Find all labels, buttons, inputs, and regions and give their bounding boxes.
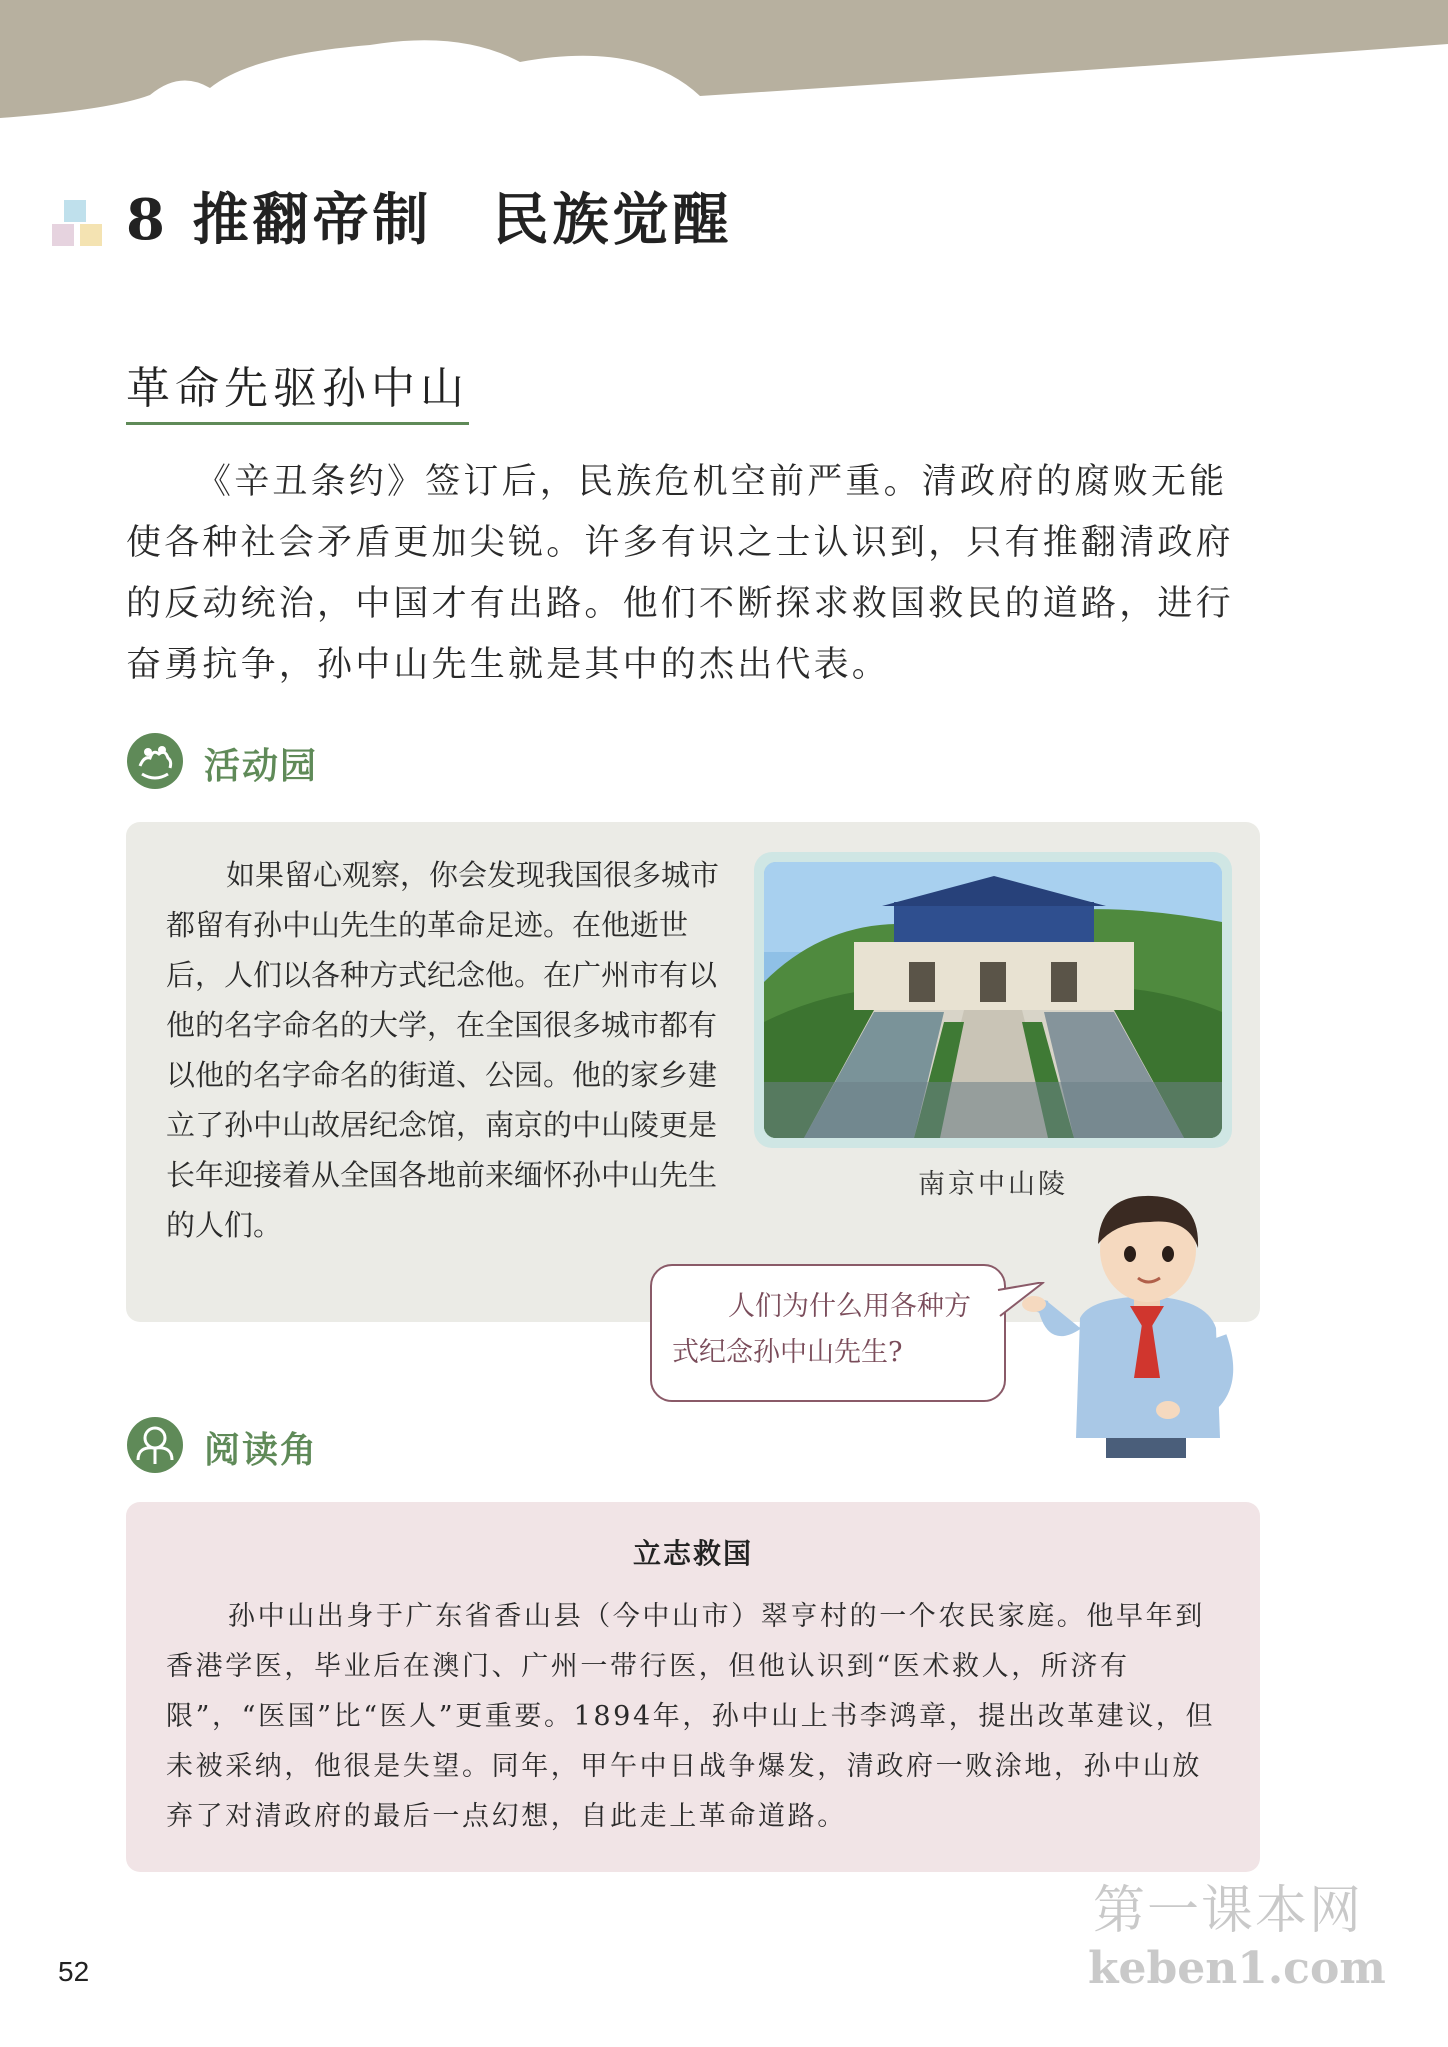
chapter-squares-icon (52, 200, 108, 248)
header-cloud-band (0, 0, 1448, 140)
watermark-en: keben1.com (1088, 1943, 1386, 1994)
speech-bubble (650, 1264, 1006, 1402)
mausoleum-photo (764, 862, 1222, 1138)
hands-icon (126, 732, 184, 790)
watermark-cn: 第一课本网 (1092, 1881, 1363, 1941)
reading-box (126, 1502, 1260, 1872)
intro-paragraph: 《辛丑条约》签订后，民族危机空前严重。清政府的腐败无能使各种社会矛盾更加尖锐。许多有识之士认识到，只有推翻清政府的反动统治，中国才有出路。他们不断探求救国救民的道路，进行奋勇抗争，孙中山先生就是其中的杰出代表。 (126, 462, 1234, 685)
reading-title: 立志救国 (632, 1537, 753, 1570)
book-icon (126, 1416, 184, 1474)
speech-bubble-text: 人们为什么用各种方式纪念孙中山先生? (672, 1291, 971, 1368)
section-title: 革命先驱孙中山 (126, 352, 469, 425)
page-number: 52 (58, 1956, 90, 1987)
watermark (1088, 1880, 1386, 1996)
reading-text: 孙中山出身于广东省香山县（今中山市）翠亨村的一个农民家庭。他早年到香港学医，毕业后在澳门、广州一带行医，但他认识到“医术救人，所济有限”，“医国”比“医人”更重要。1894年，孙中山上书李鸿章，提出改革建议，但未被采纳，他很是失望。同年，甲午中日战争爆发，清政府一败涂地，孙中山放弃了对清政府的最后一点幻想，自此走上革命道路。 (166, 1601, 1216, 1832)
activity-text: 如果留心观察，你会发现我国很多城市都留有孙中山先生的革命足迹。在他逝世后，人们以各种方式纪念他。在广州市有以他的名字命名的大学，在全国很多城市都有以他的名字命名的街道、公园。他的家乡建立了孙中山故居纪念馆，南京的中山陵更是长年迎接着从全国各地前来缅怀孙中山先生的人们。 (166, 858, 720, 1242)
reading-label-text: 阅读角 (204, 1430, 319, 1471)
photo-caption: 南京中山陵 (918, 1169, 1068, 1200)
activity-label-text: 活动园 (204, 746, 319, 787)
boy-illustration (1020, 1188, 1250, 1458)
chapter-title: 8 推翻帝制 民族觉醒 (126, 187, 733, 253)
photo-frame (754, 852, 1232, 1148)
